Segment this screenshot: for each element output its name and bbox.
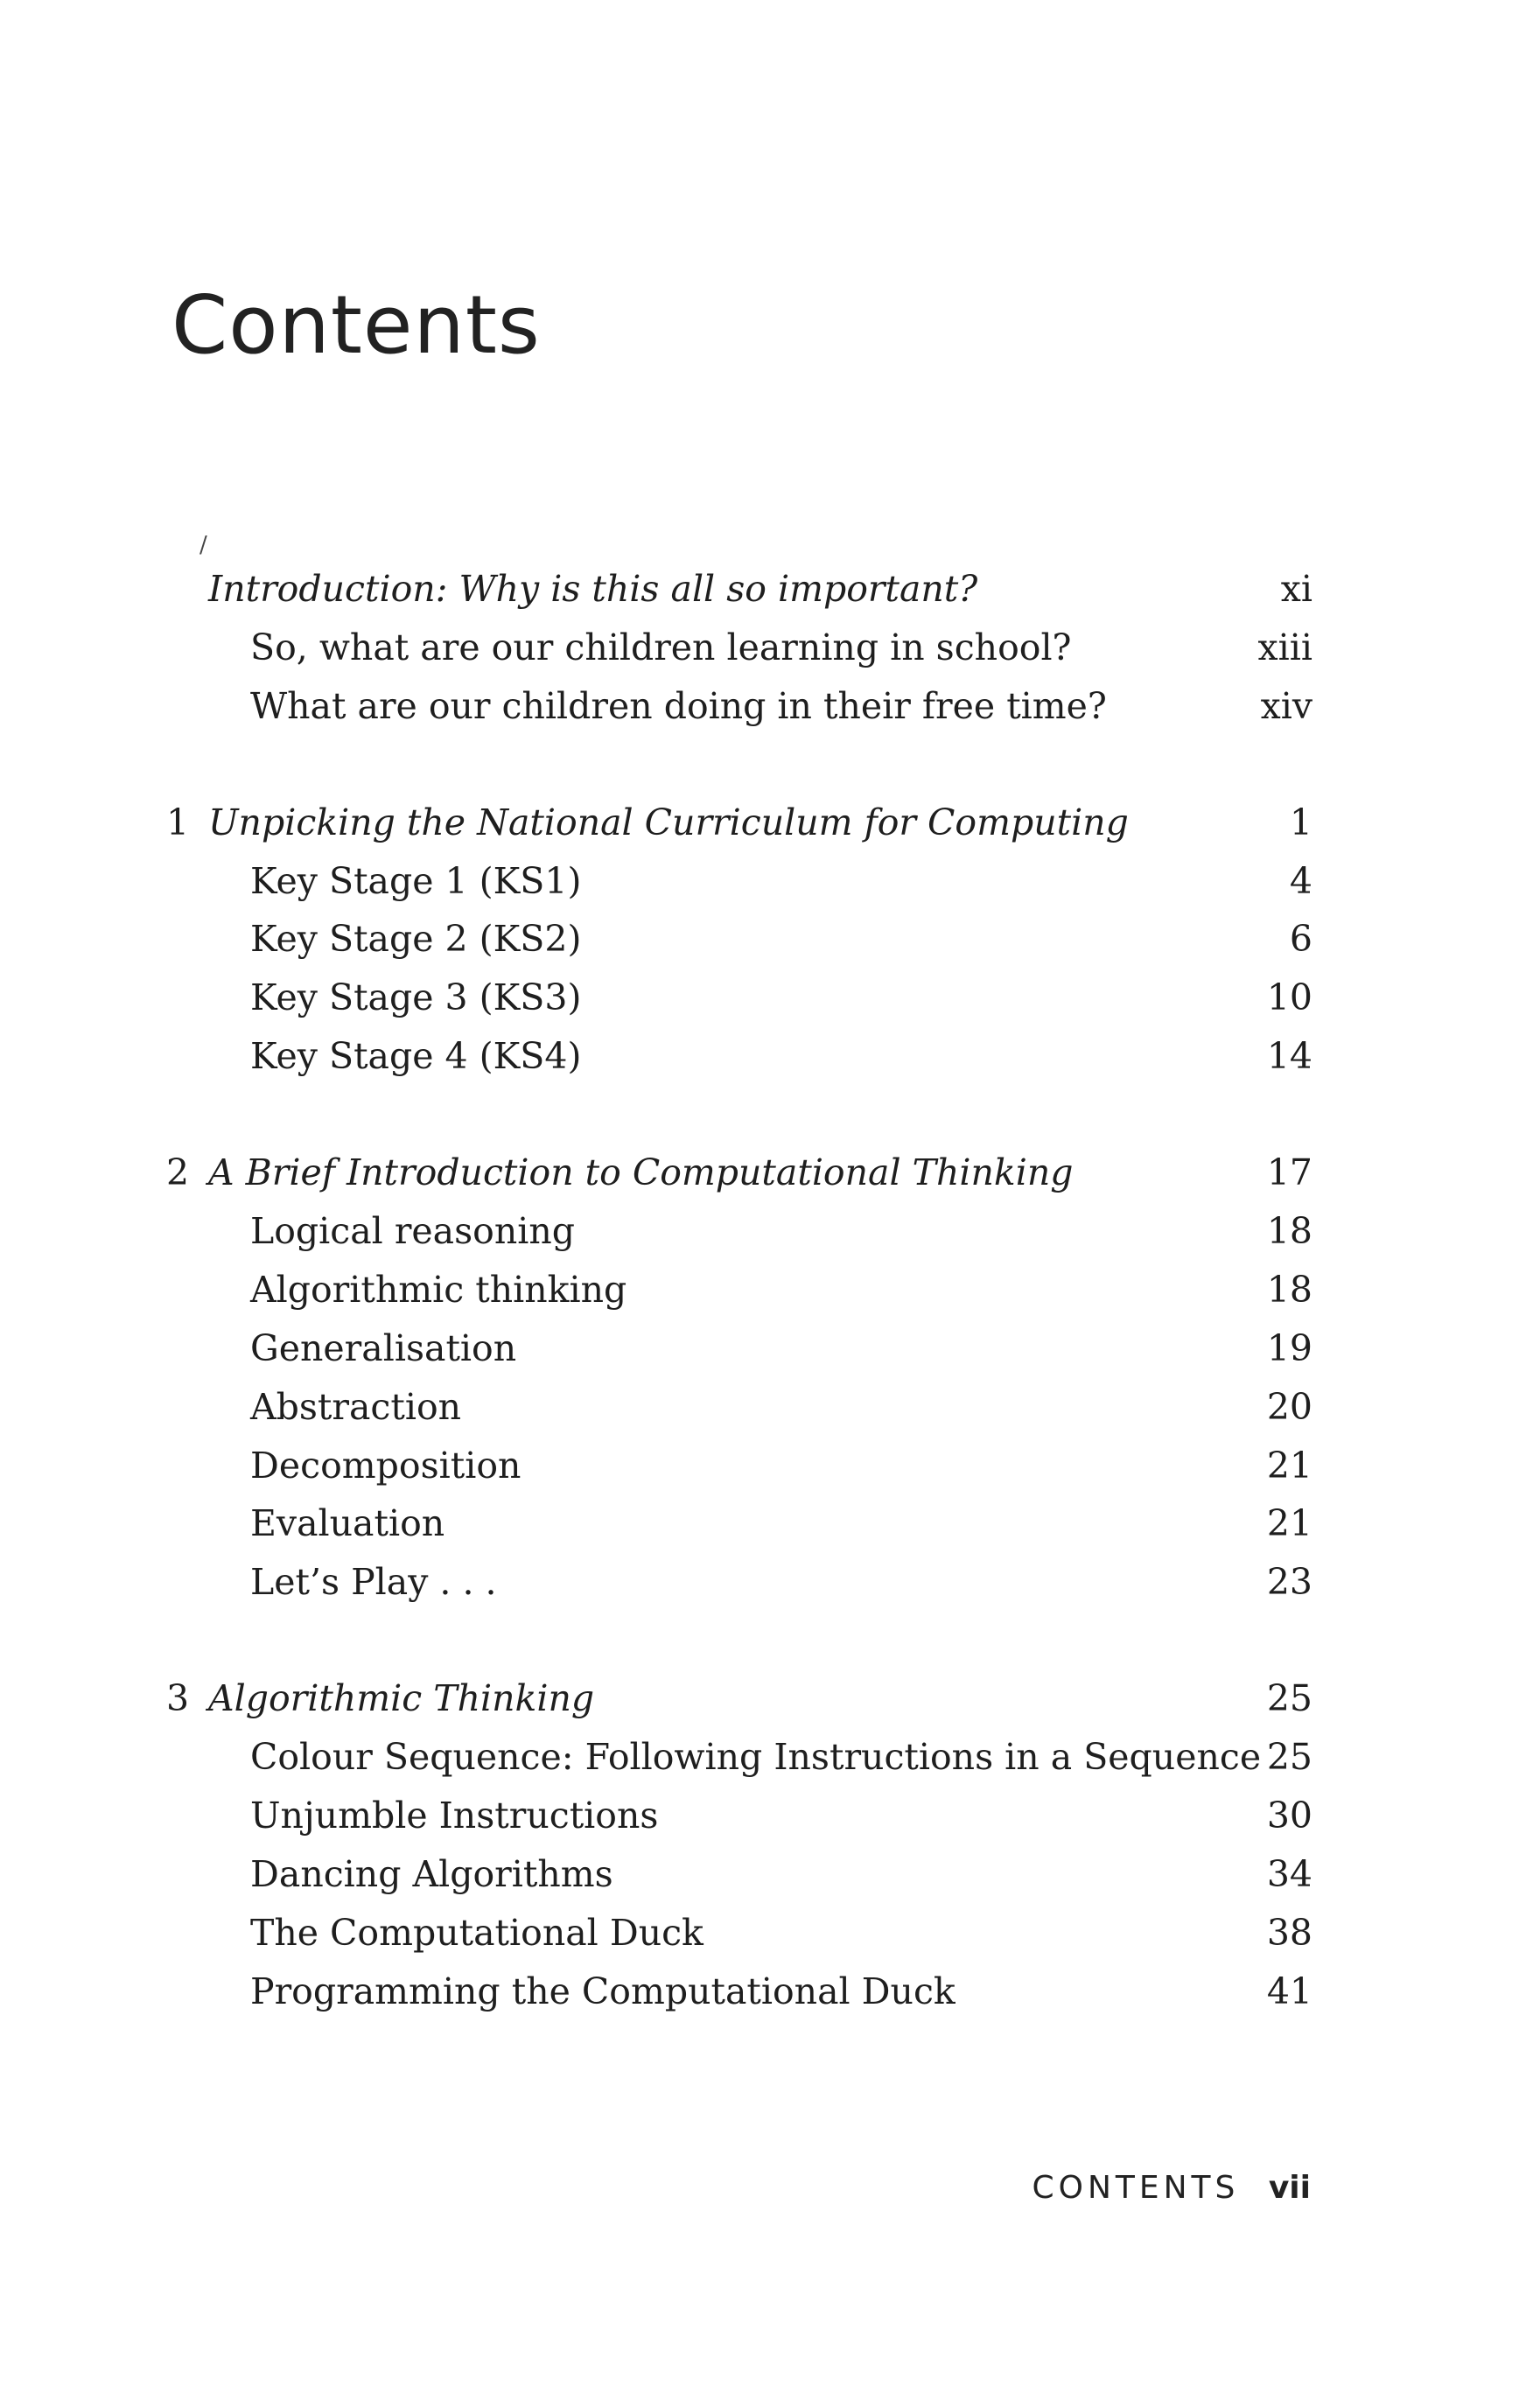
page-footer <box>1032 2170 1311 2206</box>
toc-entry-row[interactable] <box>166 677 1312 736</box>
toc-chapter-row[interactable] <box>166 1144 1312 1202</box>
entry-page-number: 30 <box>1266 1795 1312 1837</box>
toc-entry-row[interactable] <box>166 1728 1312 1787</box>
entry-title: Generalisation <box>250 1326 517 1369</box>
toc-section-chapter-3 <box>166 1669 1312 2020</box>
chapter-number: 3 <box>166 1677 190 1720</box>
toc-entry-row[interactable] <box>166 852 1312 911</box>
entry-title: Algorithmic thinking <box>250 1268 627 1311</box>
toc-chapter-row[interactable] <box>166 794 1312 852</box>
chapter-page-number: 1 <box>1289 801 1312 843</box>
entry-page-number: 18 <box>1266 1268 1312 1311</box>
page-title: Contents <box>172 278 541 372</box>
entry-page-number: 21 <box>1266 1444 1312 1487</box>
toc-entry-row[interactable] <box>166 1202 1312 1261</box>
entry-page-number: xiv <box>1260 684 1312 727</box>
chapter-page-number: 17 <box>1266 1151 1312 1194</box>
entry-page-number: 25 <box>1266 1736 1312 1779</box>
toc-entry-row[interactable] <box>166 619 1312 677</box>
toc-entry-row[interactable] <box>166 1319 1312 1378</box>
entry-page-number: 23 <box>1266 1561 1312 1604</box>
entry-title: Let’s Play . . . <box>250 1561 497 1604</box>
chapter-page-number: xi <box>1280 568 1312 610</box>
entry-page-number: 34 <box>1266 1852 1312 1895</box>
chapter-title: Unpicking the National Curriculum for Computing <box>208 801 1129 843</box>
entry-title: Key Stage 4 (KS4) <box>250 1035 582 1078</box>
toc-section-introduction <box>166 560 1312 736</box>
toc-section-chapter-1 <box>166 794 1312 1086</box>
toc-entry-row[interactable] <box>166 1963 1312 2021</box>
entry-title: Evaluation <box>250 1502 445 1545</box>
toc-entry-row[interactable] <box>166 1261 1312 1319</box>
toc-entry-row[interactable] <box>166 1378 1312 1437</box>
toc-section-chapter-2 <box>166 1144 1312 1612</box>
entry-page-number: 6 <box>1289 918 1312 961</box>
entry-title: Unjumble Instructions <box>250 1795 659 1837</box>
entry-page-number: 18 <box>1266 1210 1312 1253</box>
running-footer-label: CONTENTS <box>1032 2170 1240 2206</box>
entry-page-number: 4 <box>1289 859 1312 902</box>
chapter-number: 1 <box>166 801 190 843</box>
entry-title: Programming the Computational Duck <box>250 1970 956 2012</box>
entry-title: Abstraction <box>250 1385 462 1428</box>
toc-entry-row[interactable] <box>166 910 1312 969</box>
entry-title: So, what are our children learning in school? <box>250 626 1072 668</box>
entry-title: The Computational Duck <box>250 1911 704 1954</box>
entry-title: Colour Sequence: Following Instructions in a Sequence <box>250 1736 1262 1779</box>
entry-page-number: 20 <box>1266 1385 1312 1428</box>
stray-mark: / <box>200 532 207 558</box>
entry-page-number: 10 <box>1266 976 1312 1019</box>
toc-entry-row[interactable] <box>166 1027 1312 1086</box>
toc-entry-row[interactable] <box>166 1437 1312 1495</box>
toc-entry-row[interactable] <box>166 1845 1312 1904</box>
page-folio: vii <box>1268 2170 1311 2206</box>
entry-page-number: 21 <box>1266 1502 1312 1545</box>
entry-page-number: 19 <box>1266 1326 1312 1369</box>
entry-page-number: 14 <box>1266 1035 1312 1078</box>
entry-title: Key Stage 3 (KS3) <box>250 976 582 1019</box>
toc-entry-row[interactable] <box>166 1904 1312 1963</box>
chapter-page-number: 25 <box>1266 1677 1312 1720</box>
chapter-number: 2 <box>166 1151 190 1194</box>
toc-chapter-row[interactable] <box>166 1669 1312 1728</box>
table-of-contents <box>166 560 1312 2079</box>
toc-entry-row[interactable] <box>166 1553 1312 1612</box>
toc-entry-row[interactable] <box>166 969 1312 1027</box>
chapter-title: A Brief Introduction to Computational Thinking <box>208 1151 1074 1194</box>
entry-title: Key Stage 1 (KS1) <box>250 859 582 902</box>
toc-entry-row[interactable] <box>166 1494 1312 1553</box>
entry-page-number: xiii <box>1257 626 1312 668</box>
chapter-title: Introduction: Why is this all so important? <box>208 568 978 610</box>
entry-page-number: 38 <box>1266 1911 1312 1954</box>
entry-title: Logical reasoning <box>250 1210 576 1253</box>
entry-title: Key Stage 2 (KS2) <box>250 918 582 961</box>
entry-title: Dancing Algorithms <box>250 1852 613 1895</box>
entry-title: Decomposition <box>250 1444 522 1487</box>
chapter-title: Algorithmic Thinking <box>208 1677 595 1720</box>
entry-title: What are our children doing in their free time? <box>250 684 1107 727</box>
entry-page-number: 41 <box>1266 1970 1312 2012</box>
toc-entry-row[interactable] <box>166 1787 1312 1845</box>
toc-chapter-row[interactable] <box>166 560 1312 619</box>
